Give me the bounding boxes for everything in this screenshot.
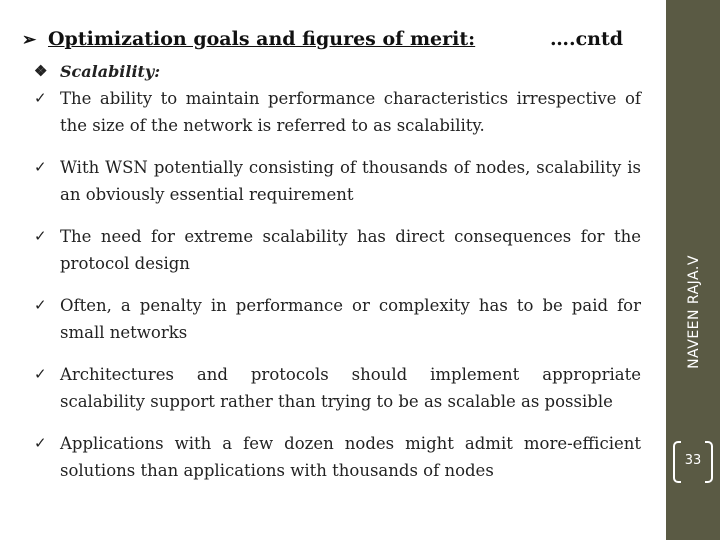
bullet-item <box>34 154 641 208</box>
checkmark-icon: ✓ <box>34 296 47 314</box>
checkmark-icon: ✓ <box>34 365 47 383</box>
slide-heading <box>22 28 662 56</box>
author-name: NAVEEN RAJA.V <box>686 255 702 369</box>
bullet-text: Often, a penalty in performance or complexity has to be paid for small networks <box>60 296 641 342</box>
checkmark-icon: ✓ <box>34 227 47 245</box>
bullet-item <box>34 292 641 346</box>
heading-continued: ….cntd <box>550 28 624 50</box>
arrow-bullet-icon: ➢ <box>22 30 37 50</box>
bullet-text: Architectures and protocols should implement appropriate scalability support rather than trying to be as scalable as possible <box>60 365 641 411</box>
bullet-text: With WSN potentially consisting of thousands of nodes, scalability is an obviously essential requirement <box>60 158 641 204</box>
page-number-badge <box>667 441 719 485</box>
subheading-label: Scalability: <box>60 62 161 81</box>
bullet-item <box>34 361 641 415</box>
bullet-text: Applications with a few dozen nodes might admit more-efficient solutions than applications with thousands of nodes <box>60 434 641 480</box>
bullet-item <box>34 430 641 484</box>
page-number: 33 <box>684 453 702 468</box>
bullet-text: The ability to maintain performance characteristics irrespective of the size of the network is referred to as scalability. <box>60 89 641 135</box>
checkmark-icon: ✓ <box>34 89 47 107</box>
diamond-bullet-icon: ❖ <box>34 62 48 80</box>
bullet-item <box>34 223 641 277</box>
checkmark-icon: ✓ <box>34 434 47 452</box>
bullet-text: The need for extreme scalability has direct consequences for the protocol design <box>60 227 641 273</box>
subheading <box>34 62 634 84</box>
checkmark-icon: ✓ <box>34 158 47 176</box>
heading-title: Optimization goals and figures of merit: <box>48 28 476 50</box>
bullet-item <box>34 85 641 139</box>
